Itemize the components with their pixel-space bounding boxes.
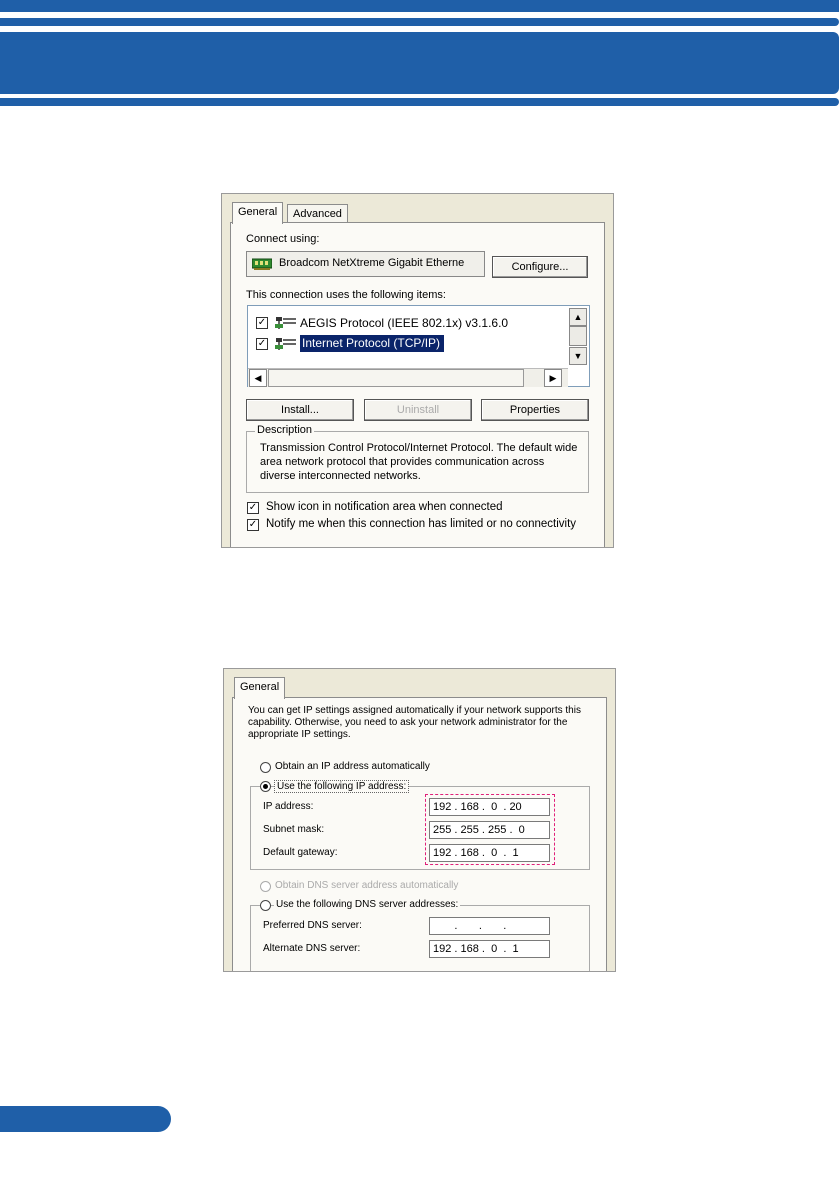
obtain-ip-radio[interactable] — [260, 762, 271, 773]
scroll-up-button[interactable]: ▲ — [569, 308, 587, 326]
intro-text: You can get IP settings assigned automatically if your network supports this capability. Otherwise, you need to ask your network administrator for the appropriate IP settings. — [248, 705, 581, 740]
alternate-dns-field[interactable]: 192 . 168 . 0 . 1 — [429, 940, 550, 958]
banner-stripe — [0, 98, 839, 106]
header-banner — [0, 0, 839, 112]
use-ip-label: Use the following IP address: — [274, 780, 409, 793]
configure-button[interactable]: Configure... — [492, 256, 588, 278]
dns-group — [250, 899, 590, 972]
properties-button[interactable]: Properties — [481, 399, 589, 421]
scroll-left-button[interactable]: ◀ — [249, 369, 267, 387]
scroll-right-button[interactable]: ▶ — [544, 369, 562, 387]
scroll-thumb-horizontal[interactable] — [268, 369, 524, 387]
connect-using-label: Connect using: — [246, 233, 320, 245]
list-item[interactable] — [256, 314, 566, 332]
tab-general[interactable]: General — [232, 202, 283, 224]
banner-stripe — [0, 0, 839, 12]
use-dns-radio[interactable] — [260, 900, 271, 911]
tab-advanced[interactable]: Advanced — [287, 204, 348, 224]
tab-general[interactable]: General — [234, 677, 285, 699]
description-text: Transmission Control Protocol/Internet Protocol. The default wide area network protocol that provides communication across diverse interconnected networks. — [260, 442, 578, 482]
ip-address-field[interactable]: 192 . 168 . 0 . 20 — [429, 798, 550, 816]
horizontal-scrollbar[interactable] — [248, 368, 568, 387]
ip-group — [250, 781, 590, 870]
page-footer-tab — [0, 1106, 171, 1132]
tab-page — [230, 222, 605, 548]
description-title: Description — [257, 424, 313, 436]
alternate-dns-label: Alternate DNS server: — [263, 943, 361, 954]
obtain-dns-label: Obtain DNS server address automatically — [275, 880, 459, 891]
default-gateway-label: Default gateway: — [263, 847, 338, 858]
items-list[interactable] — [247, 305, 590, 387]
item-label-selected: Internet Protocol (TCP/IP) — [300, 335, 444, 352]
adapter-field — [246, 251, 485, 277]
banner-stripe — [0, 18, 839, 26]
notify-checkbox[interactable]: ✓ — [248, 519, 258, 530]
protocol-icon — [274, 336, 296, 351]
banner-band — [0, 32, 839, 94]
subnet-mask-label: Subnet mask: — [263, 824, 325, 835]
connection-properties-dialog — [221, 193, 614, 548]
uninstall-button[interactable]: Uninstall — [364, 399, 472, 421]
show-icon-label: Show icon in notification area when connected — [266, 501, 503, 513]
ip-address-label: IP address: — [263, 801, 314, 812]
items-label: This connection uses the following items: — [246, 289, 446, 301]
obtain-dns-radio[interactable] — [260, 881, 271, 892]
item-checkbox[interactable]: ✓ — [257, 317, 267, 328]
install-button[interactable]: Install... — [246, 399, 354, 421]
preferred-dns-label: Preferred DNS server: — [263, 920, 362, 931]
network-card-icon — [252, 258, 272, 270]
scroll-down-button[interactable]: ▼ — [569, 347, 587, 365]
show-icon-checkbox[interactable]: ✓ — [248, 502, 258, 513]
list-item[interactable] — [256, 335, 566, 353]
adapter-name: Broadcom NetXtreme Gigabit Etherne — [279, 257, 465, 269]
subnet-mask-field[interactable]: 255 . 255 . 255 . 0 — [429, 821, 550, 839]
notify-label: Notify me when this connection has limited or no connectivity — [266, 518, 577, 530]
default-gateway-field[interactable]: 192 . 168 . 0 . 1 — [429, 844, 550, 862]
protocol-icon — [274, 315, 296, 330]
scroll-thumb[interactable] — [569, 326, 587, 346]
preferred-dns-field[interactable]: . . . — [429, 917, 550, 935]
description-group — [246, 424, 589, 493]
obtain-ip-label: Obtain an IP address automatically — [275, 761, 430, 772]
tab-page — [232, 697, 607, 972]
item-checkbox[interactable]: ✓ — [257, 338, 267, 349]
use-ip-radio[interactable] — [260, 781, 271, 792]
use-dns-label: Use the following DNS server addresses: — [276, 899, 459, 910]
tcpip-properties-dialog — [223, 668, 616, 972]
item-label: AEGIS Protocol (IEEE 802.1x) v3.1.6.0 — [300, 316, 509, 330]
